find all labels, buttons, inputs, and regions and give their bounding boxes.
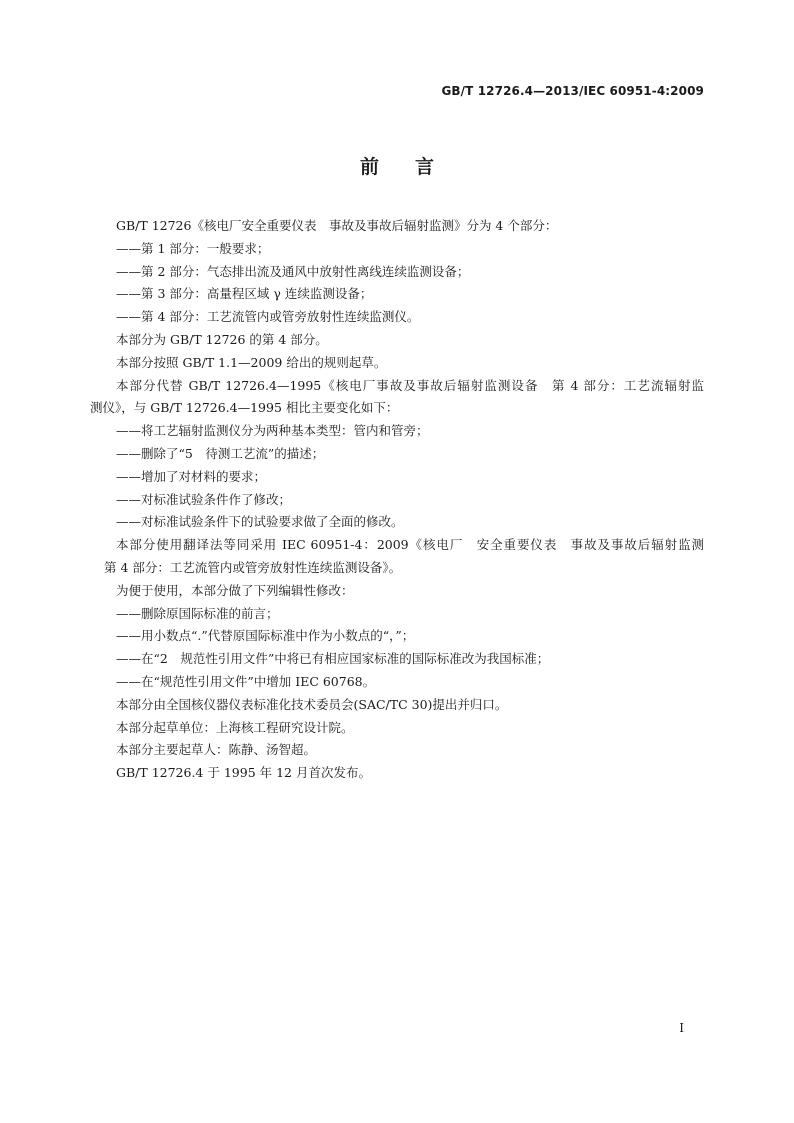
- paragraph-translation-line-2: 第 4 部分：工艺流管内或管旁放射性连续监测设备》。: [104, 559, 402, 575]
- list-item-part-1: ——第 1 部分：一般要求；: [116, 240, 270, 256]
- list-item-editorial-4: ——在“规范性引用文件”中增加 IEC 60768。: [116, 673, 376, 689]
- list-item-change-2: ——删除了“5 待测工艺流”的描述；: [116, 445, 325, 461]
- list-item-editorial-3: ——在“2 规范性引用文件”中将已有相应国家标准的国际标准改为我国标准；: [116, 651, 550, 667]
- page-number: I: [679, 1021, 684, 1035]
- paragraph-replaces-line-2: 测仪》，与 GB/T 12726.4—1995 相比主要变化如下：: [90, 400, 399, 416]
- list-item-change-5: ——对标准试验条件下的试验要求做了全面的修改。: [116, 514, 404, 530]
- standard-code-header: GB/T 12726.4—2013/IEC 60951-4:2009: [441, 84, 704, 98]
- paragraph-parts-intro: GB/T 12726《核电厂安全重要仪表 事故及事故后辐射监测》分为 4 个部分：: [116, 218, 558, 233]
- foreword-body: [90, 215, 704, 785]
- list-item-editorial-1: ——删除原国际标准的前言；: [116, 605, 279, 621]
- paragraph-drafting-unit: 本部分起草单位：上海核工程研究设计院。: [116, 719, 354, 735]
- paragraph-editorial-intro: 为便于使用，本部分做了下列编辑性修改：: [116, 582, 354, 598]
- list-item-change-3: ——增加了对材料的要求；: [116, 468, 267, 484]
- paragraph-proposer: 本部分由全国核仪器仪表标准化技术委员会(SAC/TC 30)提出并归口。: [116, 696, 508, 712]
- list-item-part-4: ——第 4 部分：工艺流管内或管旁放射性连续监测仪。: [116, 309, 420, 325]
- list-item-editorial-2: ——用小数点“.”代替原国际标准中作为小数点的“，”；: [116, 628, 415, 644]
- paragraph-drafters: 本部分主要起草人：陈静、汤智超。: [116, 742, 317, 758]
- paragraph-drafting-rules: 本部分按照 GB/T 1.1—2009 给出的规则起草。: [116, 354, 387, 370]
- paragraph-first-release: GB/T 12726.4 于 1995 年 12 月首次发布。: [116, 765, 371, 781]
- list-item-part-3: ——第 3 部分：高量程区域 γ 连续监测设备；: [116, 286, 373, 302]
- list-item-part-2: ——第 2 部分：气态排出流及通风中放射性离线连续监测设备；: [116, 263, 470, 279]
- paragraph-this-part: 本部分为 GB/T 12726 的第 4 部分。: [116, 331, 328, 347]
- page-title: 前言: [359, 156, 470, 178]
- list-item-change-4: ——对标准试验条件作了修改；: [116, 491, 292, 507]
- list-item-change-1: ——将工艺辐射监测仪分为两种基本类型：管内和管旁；: [116, 423, 429, 439]
- paragraph-translation-line-1: 本部分使用翻译法等同采用 IEC 60951-4：2009《核电厂 安全重要仪表 事故及事故后辐射监测: [116, 537, 704, 553]
- paragraph-replaces-line-1: 本部分代替 GB/T 12726.4—1995《核电厂事故及事故后辐射监测设备 第 4 部分：工艺流辐射监: [116, 377, 704, 393]
